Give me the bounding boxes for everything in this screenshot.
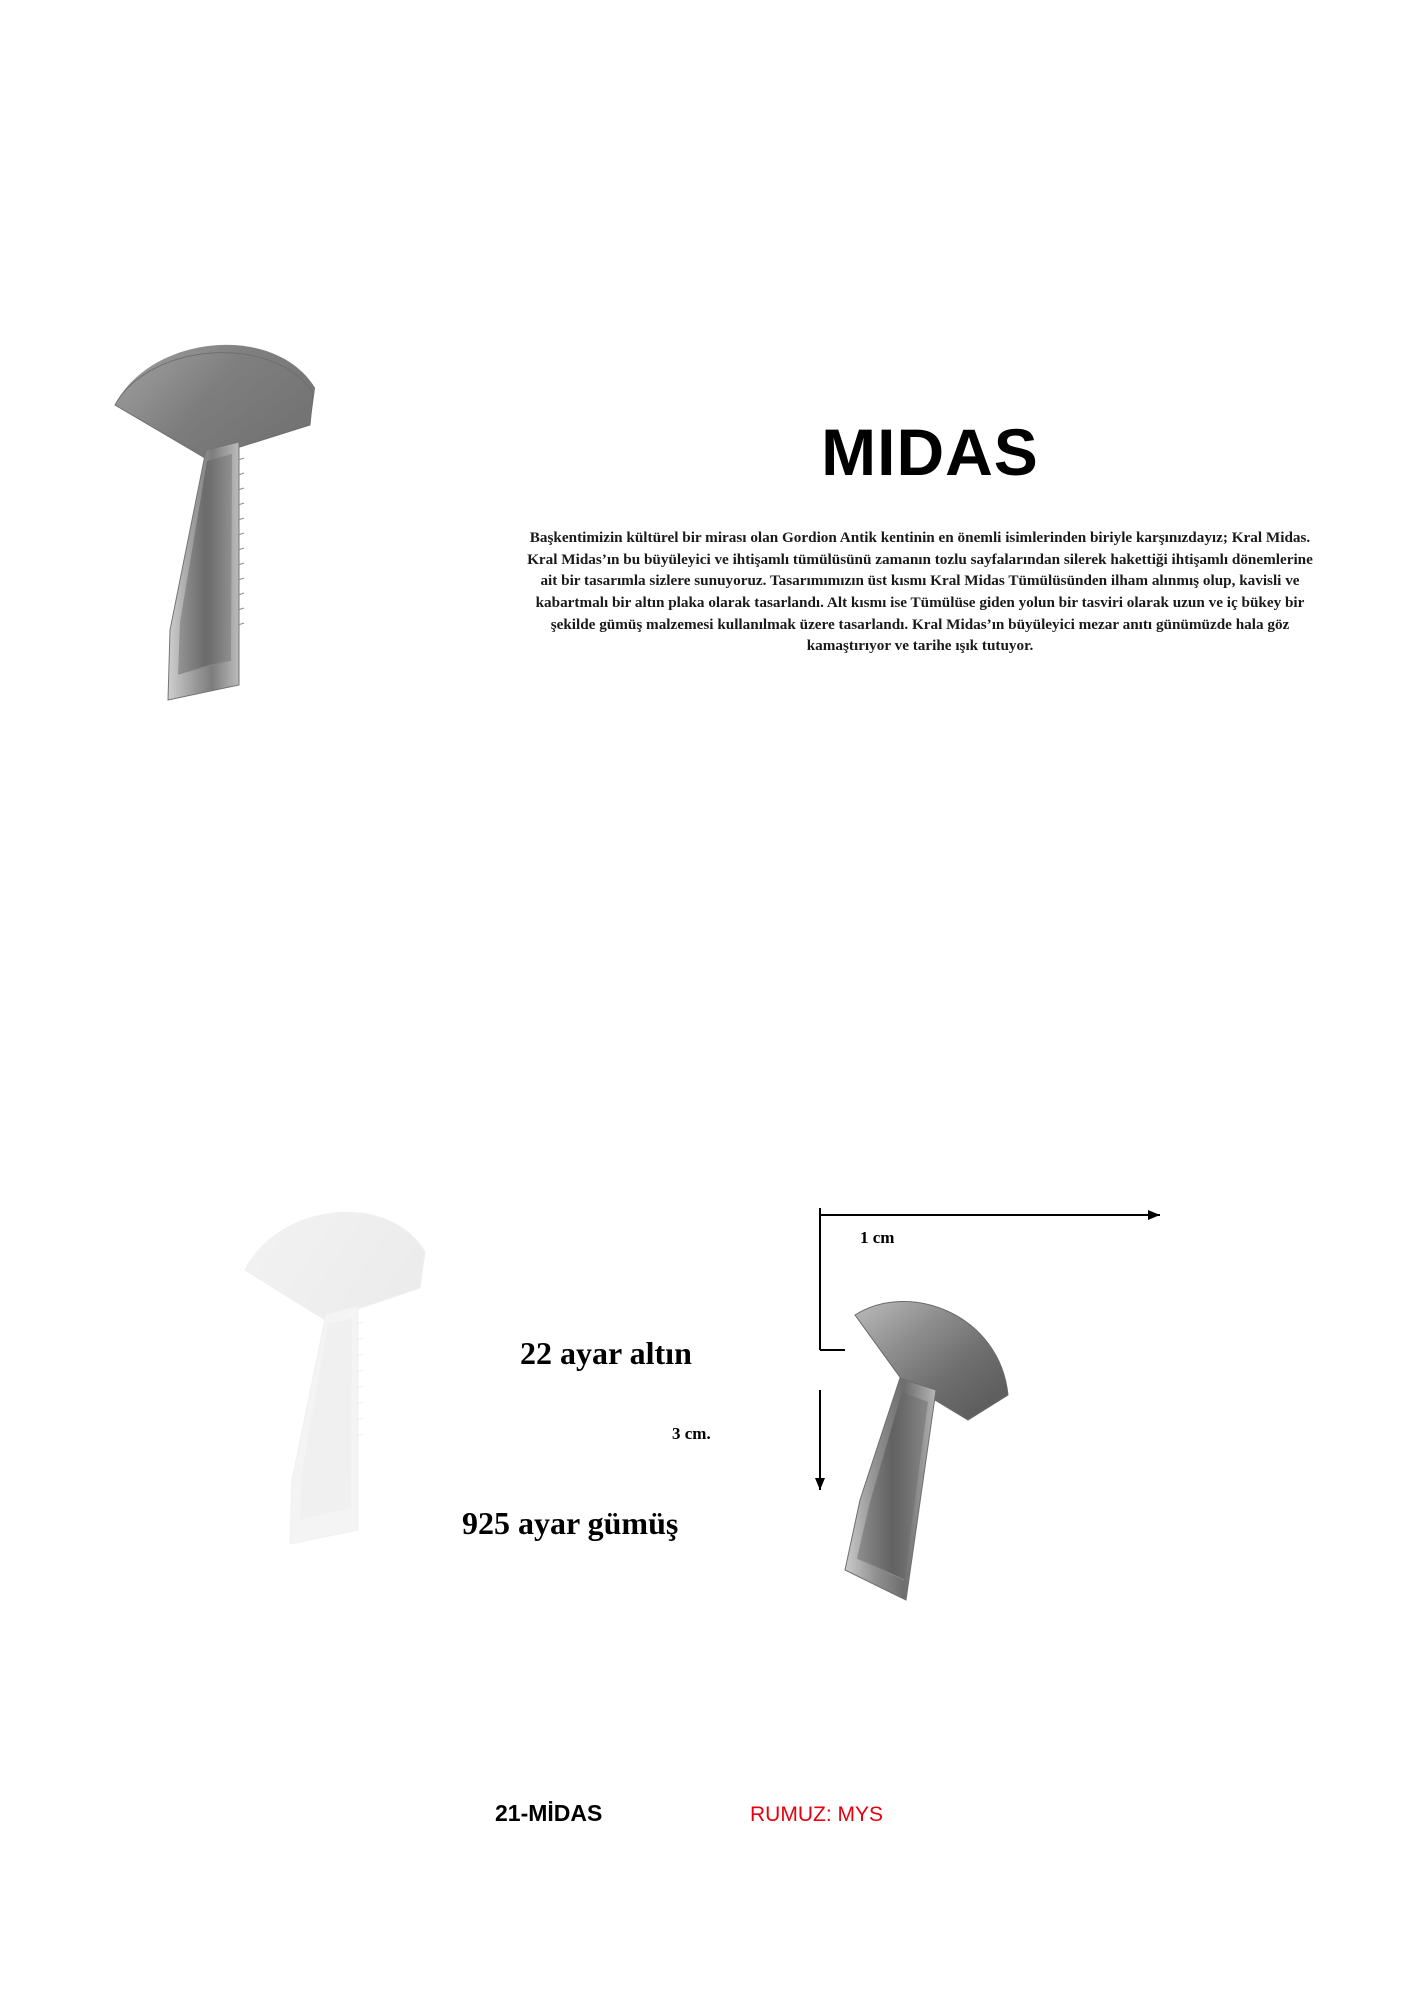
material-label-silver: 925 ayar gümüş [462,1505,679,1541]
product-render-ghost [240,1200,490,1660]
fan-shape [115,345,315,458]
stem-shape [168,442,239,700]
dimension-label-height: 3 cm. [672,1424,711,1443]
footer-design-code: 21-MİDAS [495,1800,603,1826]
page-title: MIDAS [821,415,1039,490]
product-description: Başkentimizin kültürel bir mirası olan Gordion Antik kentinin en önemli isimlerinden biriyle karşınızdayız; Kral Midas. Kral Midas’ın bu büyüleyici ve ihtişamlı tümülüsünü zamanın tozlu sayfalarından silerek hakettiği ihtişamlı dönemlerine ait bir tasarımla sizlere sunuyoruz. Tasarımımızın üst kısmı Kral Midas Tümülüsünden ilham alınmış olup, kavisli ve kabartmalı bir altın plaka olarak tasarlandı. Alt kısmı ise Tümülüse giden yolun bir tasviri olarak uzun ve iç bükey bir şekilde gümüş malzemesi kullanılmak üzere tasarlandı. Kral Midas’ın büyüleyici mezar anıtı günümüzde hala göz kamaştırıyor ve tarihe ışık tutuyor. [527,529,1313,655]
material-label-gold: 22 ayar altın [520,1335,692,1371]
dimension-label-width: 1 cm [860,1228,895,1247]
dimension-overlay [700,1190,1300,1590]
footer-alias: RUMUZ: MYS [750,1803,883,1826]
product-render-top [110,330,420,850]
